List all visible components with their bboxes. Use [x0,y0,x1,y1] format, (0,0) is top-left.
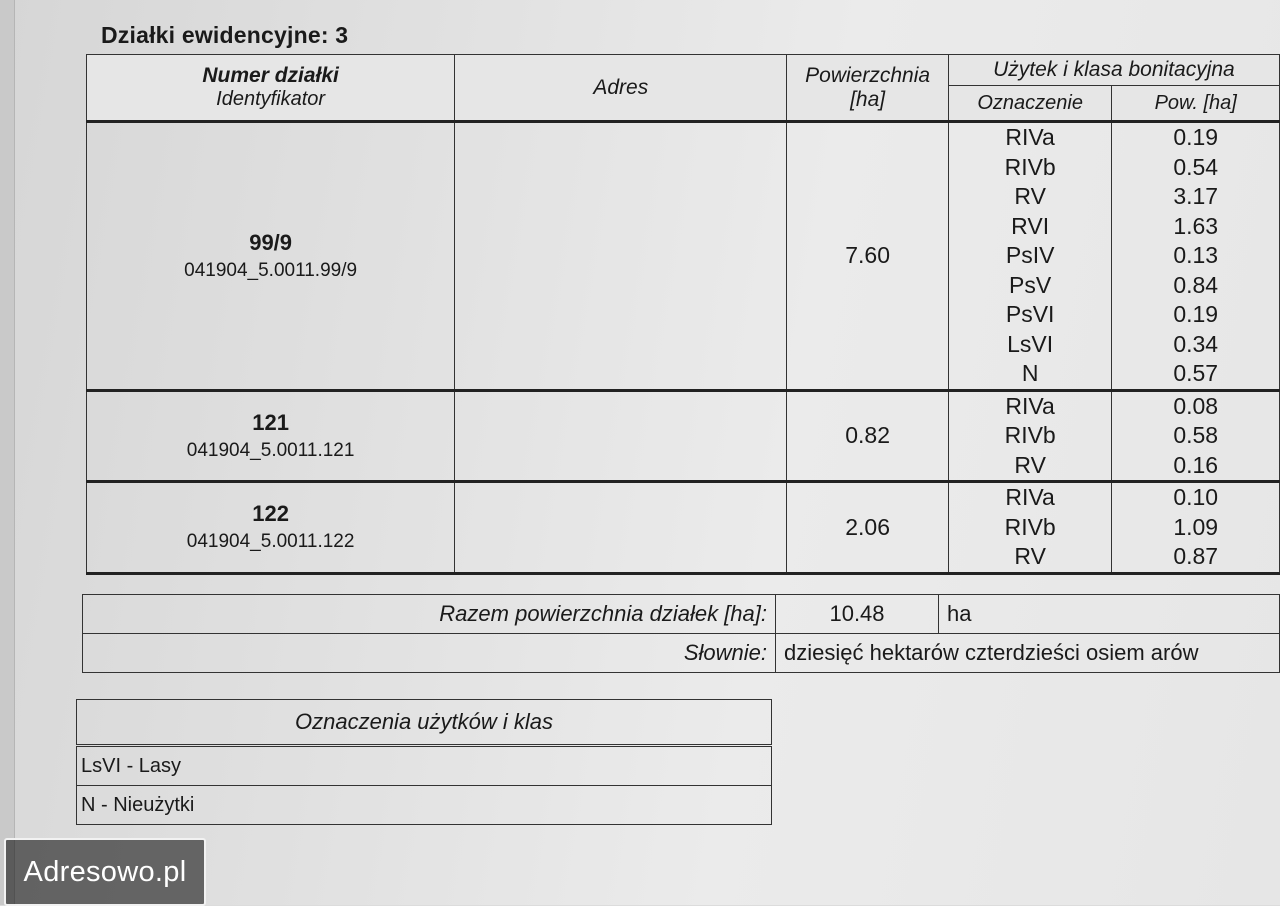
header-pow: Pow. [ha] [1112,86,1280,122]
class-designation: LsVI [1007,330,1054,357]
class-area: 0.13 [1173,242,1219,268]
class-area: 0.57 [1173,360,1219,386]
summary-table [82,594,1280,673]
words-value: dziesięć hektarów czterdzieści osiem arów [776,634,1280,673]
class-area: 0.16 [1173,451,1219,478]
parcel-number: 122 [252,501,289,527]
legend-item [77,746,772,786]
header-numer-dzialki [87,55,455,122]
class-designation: RIVb [1004,422,1056,448]
parcel-row [87,390,1280,482]
header-uzytek: Użytek i klasa bonitacyjna [948,55,1279,86]
class-designation: RIVa [1005,484,1055,510]
class-designation: RV [1014,451,1046,478]
class-designation: RIVa [1005,124,1055,150]
parcel-identifier: 041904_5.0011.122 [186,531,355,553]
total-unit: ha [939,595,1280,634]
class-designation: RV [1014,183,1046,209]
class-area: 0.87 [1173,543,1219,569]
class-area: 1.09 [1173,513,1219,540]
class-designation: RV [1014,543,1046,569]
total-value: 10.48 [776,595,939,634]
class-areas [1112,122,1280,391]
header-numer-label: Numer działki [202,64,339,87]
parcel-row [87,482,1280,574]
parcel-area: 7.60 [787,122,949,391]
parcel-number-cell [87,482,455,574]
summary-total-row [83,595,1280,634]
class-area: 0.58 [1173,422,1219,448]
parcel-number-cell [87,122,455,391]
class-designation: RIVb [1004,153,1056,180]
parcel-number-cell [87,390,455,482]
class-area: 0.19 [1173,124,1219,150]
class-designations [948,122,1112,391]
header-powierzchnia-label: Powierzchnia [805,63,931,87]
class-designation: RIVb [1004,513,1056,540]
header-powierzchnia [787,55,949,122]
total-label: Razem powierzchnia działek [ha]: [83,595,776,634]
class-area: 0.54 [1173,153,1219,180]
parcel-area: 0.82 [787,390,949,482]
watermark-logo: Adresowo.pl [4,838,206,906]
header-adres: Adres [455,55,787,122]
parcels-table [86,54,1280,575]
parcel-identifier: 041904_5.0011.121 [186,439,355,461]
class-designation: RIVa [1005,392,1055,419]
parcel-number: 121 [252,409,289,435]
parcel-address [455,122,787,391]
class-designation: PsVI [1005,301,1055,327]
header-identyfikator-label: Identyfikator [216,88,326,110]
parcel-identifier: 041904_5.0011.99/9 [184,259,358,281]
parcel-number: 99/9 [249,229,293,255]
legend-title: Oznaczenia użytków i klas [77,700,772,746]
class-designations [948,390,1112,482]
class-area: 0.84 [1173,271,1219,298]
class-area: 1.63 [1173,212,1219,239]
parcel-address [455,390,787,482]
section-title: Działki ewidencyjne: 3 [101,22,349,48]
parcel-area: 2.06 [787,482,949,574]
legend-item-nieuzytki: N - Nieużytki [77,786,772,825]
legend-item-lasy: LsVI - Lasy [77,746,772,786]
class-area: 0.08 [1173,392,1219,419]
page-edge [0,0,15,905]
class-area: 0.19 [1173,301,1219,327]
class-areas [1112,390,1280,482]
words-label: Słownie: [83,634,776,673]
class-designation: PsIV [1005,242,1055,268]
header-powierzchnia-unit: [ha] [850,87,886,111]
parcel-row [87,122,1280,391]
class-areas [1112,482,1280,574]
summary-words-row [83,634,1280,673]
legend-item [77,786,772,825]
header-oznaczenie: Oznaczenie [948,86,1112,122]
class-area: 0.10 [1173,484,1219,510]
class-designations [948,482,1112,574]
legend-table [76,699,772,825]
class-designation: RVI [1011,212,1050,239]
class-designation: PsV [1009,271,1052,298]
class-designation: N [1021,360,1039,386]
parcel-address [455,482,787,574]
class-area: 3.17 [1173,183,1219,209]
parcels-body [87,122,1280,574]
class-area: 0.34 [1173,330,1219,357]
